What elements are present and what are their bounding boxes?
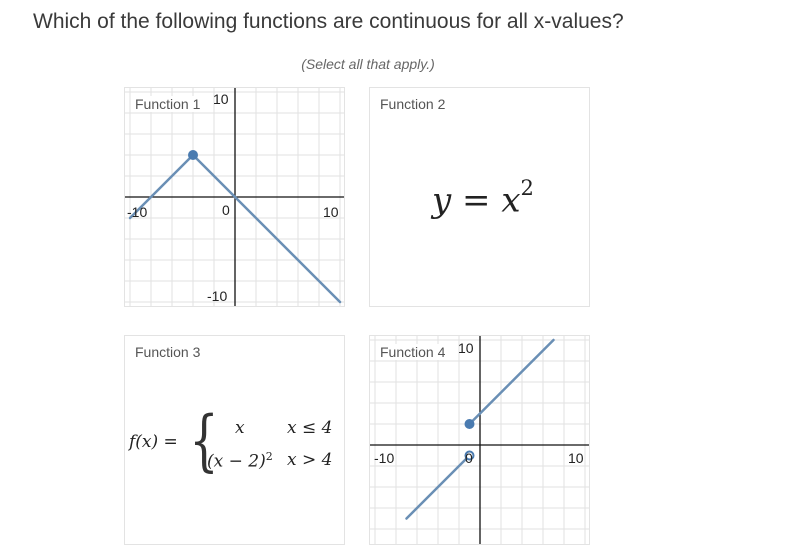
- card-label: Function 3: [135, 344, 203, 360]
- instruction-text: (Select all that apply.): [301, 56, 435, 72]
- function-2-formula: $y = x^2$: [432, 176, 534, 221]
- x-tick-right: 10: [323, 204, 339, 220]
- answer-option-function-2[interactable]: [369, 87, 590, 307]
- piece-1-condition: x ≤ 4: [287, 418, 333, 438]
- piece-2-expression: $(x - 2)^2$: [207, 450, 273, 472]
- piecewise-brace: {: [189, 402, 219, 479]
- piece-1-expression: x: [235, 418, 245, 438]
- card-label: Function 1: [135, 96, 203, 112]
- x-tick-left: -10: [374, 450, 395, 466]
- x-tick-left: -10: [127, 204, 148, 220]
- y-tick-top: 10: [213, 91, 229, 107]
- function-line-segment: [193, 155, 340, 302]
- card-label: Function 2: [380, 96, 448, 112]
- function-1-graph: [125, 88, 345, 307]
- function-3-name: f(x) =: [129, 432, 178, 452]
- x-tick-right: 10: [568, 450, 584, 466]
- answer-option-function-4[interactable]: [369, 335, 590, 545]
- answer-option-function-3[interactable]: [124, 335, 345, 545]
- piece-2-condition: x > 4: [287, 450, 333, 470]
- origin-label: 0: [465, 450, 473, 466]
- function-4-graph: [370, 336, 590, 545]
- origin-label: 0: [222, 202, 230, 218]
- closed-point: [188, 150, 198, 160]
- y-tick-top: 10: [458, 340, 474, 356]
- question-text: Which of the following functions are continuous for all x-values?: [33, 10, 624, 33]
- closed-point: [465, 419, 475, 429]
- card-label: Function 4: [380, 344, 448, 360]
- answer-option-function-1[interactable]: [124, 87, 345, 307]
- y-tick-bottom: -10: [207, 288, 228, 304]
